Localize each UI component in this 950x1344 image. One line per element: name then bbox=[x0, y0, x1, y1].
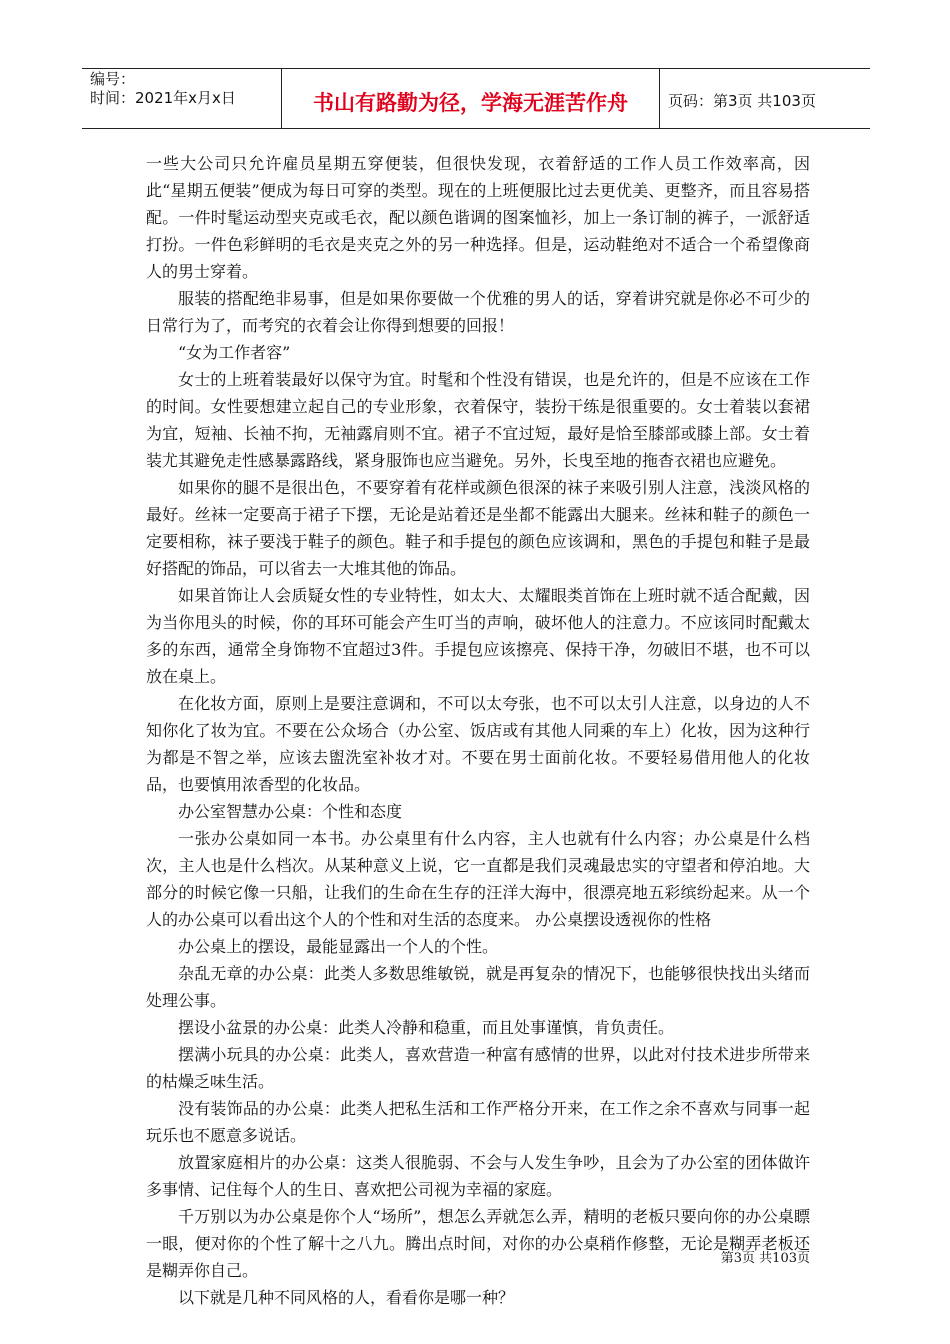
paragraph: 女士的上班着装最好以保守为宜。时髦和个性没有错误，也是允许的，但是不应该在工作的时间。女性要想建立起自己的专业形象，衣着保守，装扮干练是很重要的。女士着装以套裙为宜，短袖、长袖不拘，无袖露肩则不宜。裙子不宜过短，最好是恰至膝部或膝上部。女士着装尤其避免走性感暴露路线，紧身服饰也应当避免。另外，长曳至地的拖杳衣裙也应避免。 bbox=[146, 370, 810, 470]
paragraph: 摆满小玩具的办公桌：此类人，喜欢营造一种富有感情的世界，以此对付技术进步所带来的枯燥乏味生活。 bbox=[146, 1045, 810, 1091]
paragraph: 如果首饰让人会质疑女性的专业特性，如太大、太耀眼类首饰在上班时就不适合配戴，因为当你甩头的时候，你的耳环可能会产生叮当的声响，破坏他人的注意力。不应该同时配戴太多的东西，通常全身饰物不宜超过3件。手提包应该擦亮、保持干净，勿破旧不堪，也不可以放在桌上。 bbox=[146, 586, 810, 686]
paragraph: 在化妆方面，原则上是要注意调和，不可以太夸张，也不可以太引人注意，以身边的人不知你化了妆为宜。不要在公众场合（办公室、饭店或有其他人同乘的车上）化妆，因为这种行为都是不智之举，应该去盥洗室补妆才对。不要在男士面前化妆。不要轻易借用他人的化妆品，也要慎用浓香型的化妆品。 bbox=[146, 694, 810, 794]
paragraph: 摆设小盆景的办公桌：此类人冷静和稳重，而且处事谨慎，肯负责任。 bbox=[178, 1018, 675, 1037]
paragraph: 一张办公桌如同一本书。办公桌里有什么内容，主人也就有什么内容；办公桌是什么档次，主人也是什么档次。从某种意义上说，它一直都是我们灵魂最忠实的守望者和停泊地。大部分的时候它像一只船，让我们的生命在生存的汪洋大海中，很漂亮地五彩缤纷起来。从一个人的办公桌可以看出这个人的个性和对生活的态度来。 办公桌摆设透视你的性格 bbox=[146, 829, 810, 929]
document-number-label: 编号： bbox=[90, 70, 136, 88]
paragraph: 服装的搭配绝非易事，但是如果你要做一个优雅的男人的话，穿着讲究就是你必不可少的日常行为了，而考究的衣着会让你得到想要的回报！ bbox=[146, 289, 810, 335]
page-footer: 第3页 共103页 bbox=[720, 1251, 810, 1266]
paragraph: 没有装饰品的办公桌：此类人把私生活和工作严格分开来，在工作之余不喜欢与同事一起玩乐也不愿意多说话。 bbox=[146, 1099, 810, 1145]
document-body bbox=[146, 150, 810, 1311]
header-page-info: 页码：第3页 共103页 bbox=[668, 92, 816, 110]
paragraph: 如果你的腿不是很出色，不要穿着有花样或颜色很深的袜子来吸引别人注意，浅淡风格的最好。丝袜一定要高于裙子下摆，无论是站着还是坐都不能露出大腿来。丝袜和鞋子的颜色一定要相称，袜子要浅于鞋子的颜色。鞋子和手提包的颜色应该调和，黑色的手提包和鞋子是最好搭配的饰品，可以省去一大堆其他的饰品。 bbox=[146, 478, 810, 578]
page-header bbox=[82, 68, 870, 129]
paragraph: 以下就是几种不同风格的人，看看你是哪一种？ bbox=[178, 1288, 515, 1307]
paragraph: 千万别以为办公桌是你个人“场所”，想怎么弄就怎么弄，精明的老板只要向你的办公桌瞟一眼，便对你的个性了解十之八九。腾出点时间，对你的办公桌稍作修整，无论是糊弄老板还是糊弄你自己。 bbox=[146, 1207, 810, 1280]
section-heading: 办公室智慧办公桌：个性和态度 bbox=[178, 802, 403, 821]
paragraph: 放置家庭相片的办公桌：这类人很脆弱、不会与人发生争吵，且会为了办公室的团体做许多事情、记住每个人的生日、喜欢把公司视为幸福的家庭。 bbox=[146, 1153, 810, 1199]
paragraph: 一些大公司只允许雇员星期五穿便装，但很快发现，衣着舒适的工作人员工作效率高，因此“星期五便装”便成为每日可穿的类型。现在的上班便服比过去更优美、更整齐，而且容易搭配。一件时髦运动型夹克或毛衣，配以颜色谐调的图案恤衫，加上一条订制的裤子，一派舒适打扮。一件色彩鲜明的毛衣是夹克之外的另一种选择。但是，运动鞋绝对不适合一个希望像商人的男士穿着。 bbox=[146, 154, 810, 281]
document-time-label: 时间：2021年x月x日 bbox=[90, 89, 236, 107]
paragraph: 杂乱无章的办公桌：此类人多数思维敏锐，就是再复杂的情况下，也能够很快找出头绪而处理公事。 bbox=[146, 964, 810, 1010]
header-motto: 书山有路勤为径，学海无涯苦作舟 bbox=[282, 69, 660, 128]
paragraph: 办公桌上的摆设，最能显露出一个人的个性。 bbox=[178, 937, 499, 956]
header-meta-cell bbox=[82, 69, 282, 128]
section-heading: “女为工作者容” bbox=[178, 343, 291, 362]
